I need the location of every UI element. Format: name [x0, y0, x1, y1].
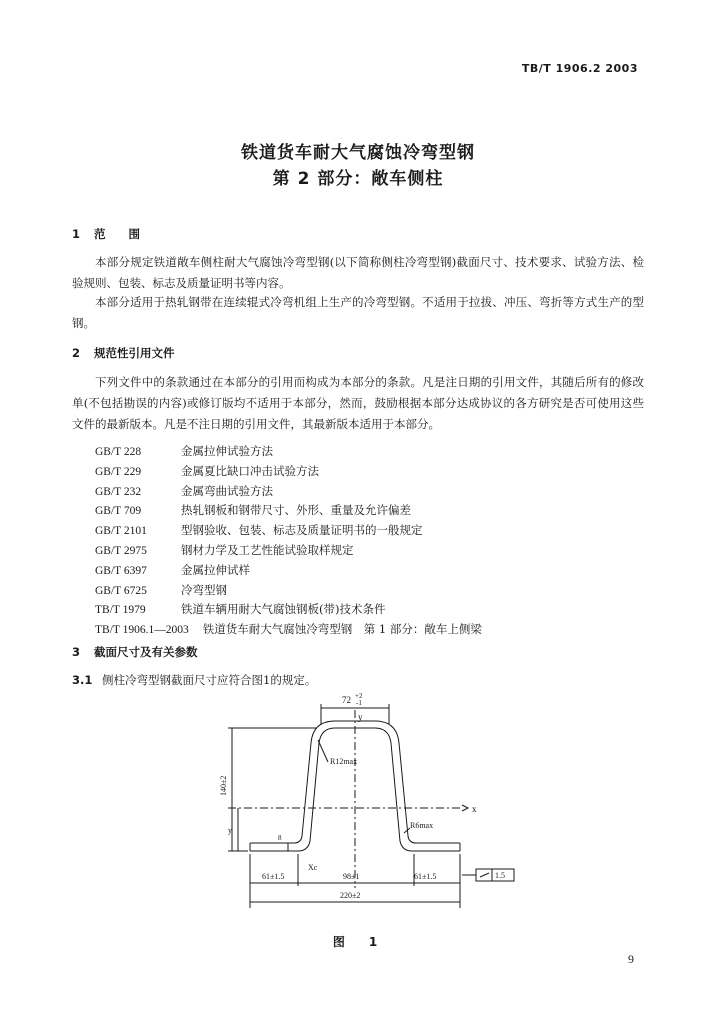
clause-text: 侧柱冷弯型钢截面尺寸应符合图1的规定。 [102, 673, 317, 687]
section-number: 3 [72, 645, 81, 659]
section-title: 范 围 [94, 227, 140, 241]
dim-top-lower-tol: -1 [356, 699, 362, 707]
reference-title: 型钢验收、包装、标志及质量证明书的一般规定 [181, 523, 423, 538]
section-2-paragraph: 下列文件中的条款通过在本部分的引用而构成为本部分的条款。凡是注日期的引用文件，其随后所有的修改单(不包括勘误的内容)或修订版均不适用于本部分，然而，鼓励根据本部分达成协议的各方研究是否可使用这些文件的最新版本。凡是不注日期的引用文件，其最新版本适用于本部分。 [72, 375, 644, 431]
reference-title: 钢材力学及工艺性能试验取样规定 [181, 542, 354, 557]
reference-item [95, 442, 482, 462]
reference-title: 铁道货车耐大气腐蚀冷弯型钢 第 1 部分：敞车上侧梁 [202, 622, 482, 637]
dim-top-width-label: 72 [342, 695, 351, 705]
clause-number: 3.1 [72, 673, 93, 687]
flatness-tolerance-value: 1.5 [495, 871, 505, 880]
reference-code: GB/T 232 [95, 485, 142, 498]
reference-code: GB/T 6397 [95, 564, 147, 577]
reference-list [95, 442, 482, 640]
reference-code: GB/T 6725 [95, 584, 147, 597]
reference-item [95, 620, 482, 640]
x-axis-label: x [472, 804, 477, 814]
radius-leader-top [318, 740, 328, 762]
dim-top-upper-tol: +2 [355, 692, 363, 700]
dim-xc-label: Xc [308, 863, 318, 872]
section-3-heading [72, 644, 198, 660]
dim-middle-label: 98±1 [343, 872, 360, 881]
section-1-paragraph-2: 本部分适用于热轧钢带在连续辊式冷弯机组上生产的冷弯型钢。不适用于拉拔、冲压、弯折等方式生产的型钢。 [72, 295, 644, 330]
doc-subtitle: 第 2 部分：敞车侧柱 [272, 169, 444, 189]
dim-centroid-label: y [228, 826, 232, 835]
reference-item [95, 600, 482, 620]
reference-code: TB/T 1979 [95, 604, 146, 617]
reference-title: 金属拉伸试验方法 [181, 444, 273, 458]
reference-item [95, 521, 482, 541]
section-number: 2 [72, 346, 81, 360]
dim-left-label: 61±1.5 [262, 872, 285, 881]
dim-right-label: 61±1.5 [414, 872, 437, 881]
reference-item [95, 501, 482, 521]
doc-title: 铁道货车耐大气腐蚀冷弯型钢 [241, 143, 475, 163]
y-axis-label: y [358, 712, 363, 722]
radius-top-label: R12max [330, 757, 358, 766]
reference-item [95, 462, 482, 482]
reference-code: GB/T 2975 [95, 544, 147, 557]
reference-code: GB/T 229 [95, 465, 142, 478]
reference-title: 金属夏比缺口冲击试验方法 [181, 463, 319, 478]
x-axis-arrow [462, 805, 468, 811]
reference-title: 铁道车辆用耐大气腐蚀钢板(带)技术条件 [181, 602, 386, 617]
standard-number: TB/T 1906.2 2003 [521, 62, 638, 75]
reference-title: 热轧钢板和钢带尺寸、外形、重量及允许偏差 [181, 503, 411, 518]
section-number: 1 [72, 227, 81, 241]
cross-section-figure [200, 688, 530, 918]
reference-item [95, 581, 482, 601]
reference-item [95, 541, 482, 561]
section-title: 截面尺寸及有关参数 [94, 645, 198, 659]
dim-height-label: 140±2 [219, 775, 228, 796]
reference-title: 冷弯型钢 [181, 582, 227, 597]
section-2-heading [72, 345, 175, 361]
reference-item [95, 482, 482, 502]
section-1-paragraph-1: 本部分规定铁道敞车侧柱耐大气腐蚀冷弯型钢(以下简称侧柱冷弯型钢)截面尺寸、技术要求、试验方法、检验规则、包装、标志及质量证明书等内容。 [72, 255, 644, 290]
figure-caption: 图 1 [332, 935, 384, 949]
dim-total-label: 220±2 [340, 891, 361, 900]
reference-item [95, 561, 482, 581]
reference-code: GB/T 228 [95, 446, 142, 458]
dim-thickness-label: 8 [278, 834, 282, 842]
radius-bottom-label: R6max [410, 821, 434, 830]
flatness-symbol-icon [480, 873, 489, 877]
reference-code: GB/T 709 [95, 505, 142, 518]
section-1-heading [72, 226, 140, 242]
clause-3-1 [72, 672, 316, 688]
section-title: 规范性引用文件 [94, 346, 175, 360]
reference-title: 金属拉伸试样 [181, 562, 250, 577]
reference-title: 金属弯曲试验方法 [181, 483, 273, 498]
page-number: 9 [628, 952, 634, 966]
reference-code: GB/T 2101 [95, 525, 147, 538]
reference-code: TB/T 1906.1—2003 [95, 624, 189, 637]
